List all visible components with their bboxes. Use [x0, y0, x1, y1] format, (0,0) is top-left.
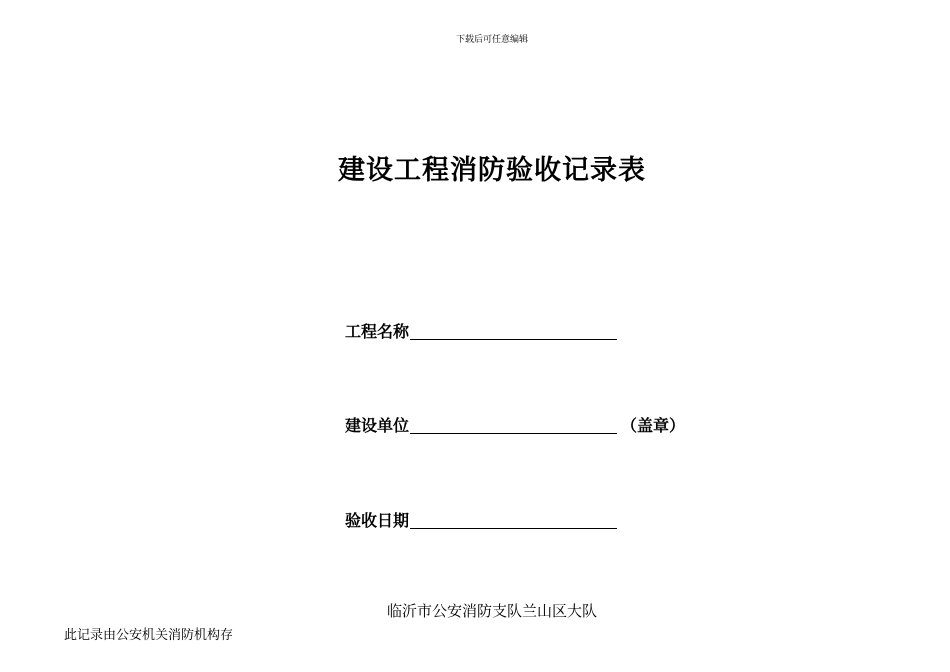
acceptance-date-field [345, 505, 617, 531]
acceptance-date-blank[interactable] [410, 510, 617, 529]
project-name-label: 工程名称 [345, 322, 410, 341]
seal-note: （盖章） [621, 416, 686, 435]
document-title: 建设工程消防验收记录表 [338, 155, 646, 186]
project-name-blank[interactable] [410, 321, 617, 340]
issuing-authority: 临沂市公安消防支队兰山区大队 [386, 602, 597, 620]
project-name-field [345, 316, 617, 342]
construction-unit-label: 建设单位 [345, 416, 410, 435]
construction-unit-blank[interactable] [410, 415, 617, 434]
construction-unit-field [345, 410, 685, 436]
footer-note: 此记录由公安机关消防机构存 [64, 628, 234, 643]
acceptance-date-label: 验收日期 [345, 511, 410, 530]
header-note: 下载后可任意编辑 [455, 35, 528, 45]
